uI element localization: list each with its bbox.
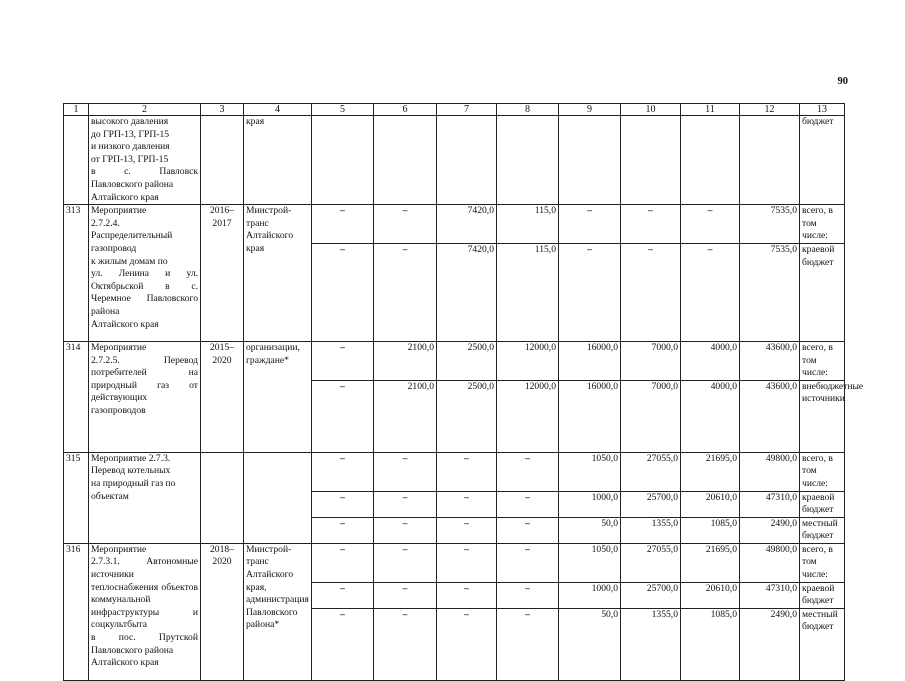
years-cell: 2016– 2017	[201, 205, 244, 342]
description-cell: Мероприятие 2.7.3. Перевод котельных на природный газ по объектам	[89, 452, 201, 543]
value-cell: –	[559, 243, 621, 341]
value-cell: 7000,0	[621, 341, 681, 380]
value-cell: 115,0	[497, 243, 559, 341]
value-cell: –	[497, 491, 559, 517]
value-cell	[681, 116, 740, 205]
header-cell: 10	[621, 104, 681, 116]
value-cell: 21695,0	[681, 452, 740, 491]
value-cell: –	[497, 517, 559, 543]
table-row	[64, 205, 845, 244]
value-cell: –	[312, 491, 374, 517]
value-cell: 16000,0	[559, 341, 621, 380]
value-cell	[374, 116, 437, 205]
value-cell: 16000,0	[559, 380, 621, 452]
value-cell: –	[374, 582, 437, 608]
description-cell: Мероприятие 2.7.2.5. Перевод потребителей на природный газ от действующих газопроводов	[89, 341, 201, 452]
funding-source-cell: всего, в том числе:	[800, 205, 845, 244]
value-cell: –	[374, 608, 437, 680]
value-cell: 4000,0	[681, 341, 740, 380]
value-cell: 7535,0	[740, 243, 800, 341]
table-row	[64, 341, 845, 380]
value-cell: –	[312, 243, 374, 341]
value-cell: 115,0	[497, 205, 559, 244]
header-cell: 8	[497, 104, 559, 116]
years-cell	[201, 452, 244, 543]
value-cell: –	[312, 380, 374, 452]
value-cell: –	[312, 517, 374, 543]
value-cell: 50,0	[559, 517, 621, 543]
value-cell: 1355,0	[621, 608, 681, 680]
value-cell: –	[374, 452, 437, 491]
funding-source-cell: всего, в том числе:	[800, 341, 845, 380]
value-cell: 43600,0	[740, 341, 800, 380]
value-cell: 21695,0	[681, 543, 740, 582]
row-number-cell: 313	[64, 205, 89, 342]
value-cell: 2500,0	[437, 341, 497, 380]
header-cell: 7	[437, 104, 497, 116]
value-cell: 7420,0	[437, 243, 497, 341]
value-cell: –	[374, 491, 437, 517]
value-cell: 7535,0	[740, 205, 800, 244]
value-cell: 1000,0	[559, 582, 621, 608]
executor-cell: Минстрой- транс Алтайского края	[244, 205, 312, 342]
value-cell: 1000,0	[559, 491, 621, 517]
header-cell: 11	[681, 104, 740, 116]
table-row	[64, 543, 845, 582]
value-cell: 25700,0	[621, 582, 681, 608]
value-cell: –	[374, 243, 437, 341]
value-cell	[621, 116, 681, 205]
value-cell: 1355,0	[621, 517, 681, 543]
value-cell: –	[437, 517, 497, 543]
header-cell: 1	[64, 104, 89, 116]
header-cell: 12	[740, 104, 800, 116]
funding-source-cell: всего, в том числе:	[800, 543, 845, 582]
value-cell: 2500,0	[437, 380, 497, 452]
funding-source-cell: внебюджетные источники	[800, 380, 845, 452]
value-cell: 7420,0	[437, 205, 497, 244]
header-cell: 3	[201, 104, 244, 116]
row-number-cell: 315	[64, 452, 89, 543]
value-cell: 49800,0	[740, 543, 800, 582]
value-cell: –	[312, 608, 374, 680]
header-cell: 5	[312, 104, 374, 116]
value-cell	[740, 116, 800, 205]
funding-source-cell: местный бюджет	[800, 608, 845, 680]
value-cell: –	[621, 205, 681, 244]
value-cell: 20610,0	[681, 582, 740, 608]
value-cell: 27055,0	[621, 452, 681, 491]
value-cell: 47310,0	[740, 582, 800, 608]
executor-cell: края	[244, 116, 312, 205]
value-cell	[559, 116, 621, 205]
value-cell: 49800,0	[740, 452, 800, 491]
table-row	[64, 452, 845, 491]
value-cell	[312, 116, 374, 205]
value-cell: 1050,0	[559, 452, 621, 491]
value-cell	[497, 116, 559, 205]
value-cell: 25700,0	[621, 491, 681, 517]
value-cell: –	[437, 543, 497, 582]
value-cell: –	[437, 582, 497, 608]
header-cell: 2	[89, 104, 201, 116]
value-cell: –	[681, 205, 740, 244]
header-cell: 6	[374, 104, 437, 116]
value-cell: 12000,0	[497, 380, 559, 452]
description-cell: высокого давления до ГРП-13, ГРП-15 и низкого давления от ГРП-13, ГРП-15 в с. Павловск Павловского района Алтайского края	[89, 116, 201, 205]
description-cell: Мероприятие 2.7.2.4. Распределительный газопровод к жилым домам по ул. Ленина и ул. Октябрьской в с. Черемное Павловского района Алтайского края	[89, 205, 201, 342]
page-number: 90	[837, 76, 848, 87]
header-cell: 13	[800, 104, 845, 116]
header-row	[64, 104, 845, 116]
value-cell: –	[437, 452, 497, 491]
funding-source-cell: всего, в том числе:	[800, 452, 845, 491]
executor-cell: организации, граждане*	[244, 341, 312, 452]
value-cell: 2100,0	[374, 341, 437, 380]
value-cell: –	[374, 205, 437, 244]
row-number-cell	[64, 116, 89, 205]
years-cell: 2018– 2020	[201, 543, 244, 680]
executor-cell: Минстрой- транс Алтайского края, администрация Павловского района*	[244, 543, 312, 680]
row-number-cell: 314	[64, 341, 89, 452]
years-cell	[201, 116, 244, 205]
value-cell: 50,0	[559, 608, 621, 680]
value-cell: 1085,0	[681, 608, 740, 680]
value-cell: –	[497, 543, 559, 582]
budget-table	[63, 103, 864, 681]
executor-cell	[244, 452, 312, 543]
value-cell: –	[312, 543, 374, 582]
row-number-cell: 316	[64, 543, 89, 680]
value-cell: 7000,0	[621, 380, 681, 452]
header-cell: 4	[244, 104, 312, 116]
value-cell: –	[497, 452, 559, 491]
funding-source-cell: бюджет	[800, 116, 845, 205]
value-cell: 2100,0	[374, 380, 437, 452]
value-cell: –	[437, 608, 497, 680]
years-cell: 2015– 2020	[201, 341, 244, 452]
description-cell: Мероприятие 2.7.3.1. Автономные источники теплоснабжения объектов коммунальной инфраструктуры и соцкультбыта в пос. Прутской Павловского района Алтайского края	[89, 543, 201, 680]
value-cell: –	[497, 608, 559, 680]
value-cell: –	[374, 543, 437, 582]
value-cell: –	[437, 491, 497, 517]
value-cell: –	[621, 243, 681, 341]
value-cell: –	[559, 205, 621, 244]
value-cell: 20610,0	[681, 491, 740, 517]
value-cell: 12000,0	[497, 341, 559, 380]
value-cell: –	[312, 452, 374, 491]
table-row	[64, 116, 845, 205]
value-cell: –	[497, 582, 559, 608]
funding-source-cell: краевой бюджет	[800, 491, 845, 517]
value-cell: 1085,0	[681, 517, 740, 543]
value-cell: 2490,0	[740, 608, 800, 680]
value-cell: –	[312, 205, 374, 244]
value-cell: 27055,0	[621, 543, 681, 582]
funding-source-cell: краевой бюджет	[800, 582, 845, 608]
value-cell: 1050,0	[559, 543, 621, 582]
value-cell: 43600,0	[740, 380, 800, 452]
value-cell: 2490,0	[740, 517, 800, 543]
funding-source-cell: краевой бюджет	[800, 243, 845, 341]
value-cell: –	[312, 582, 374, 608]
value-cell: 4000,0	[681, 380, 740, 452]
header-cell: 9	[559, 104, 621, 116]
value-cell: –	[681, 243, 740, 341]
value-cell: –	[374, 517, 437, 543]
funding-source-cell: местный бюджет	[800, 517, 845, 543]
value-cell: 47310,0	[740, 491, 800, 517]
value-cell: –	[312, 341, 374, 380]
value-cell	[437, 116, 497, 205]
